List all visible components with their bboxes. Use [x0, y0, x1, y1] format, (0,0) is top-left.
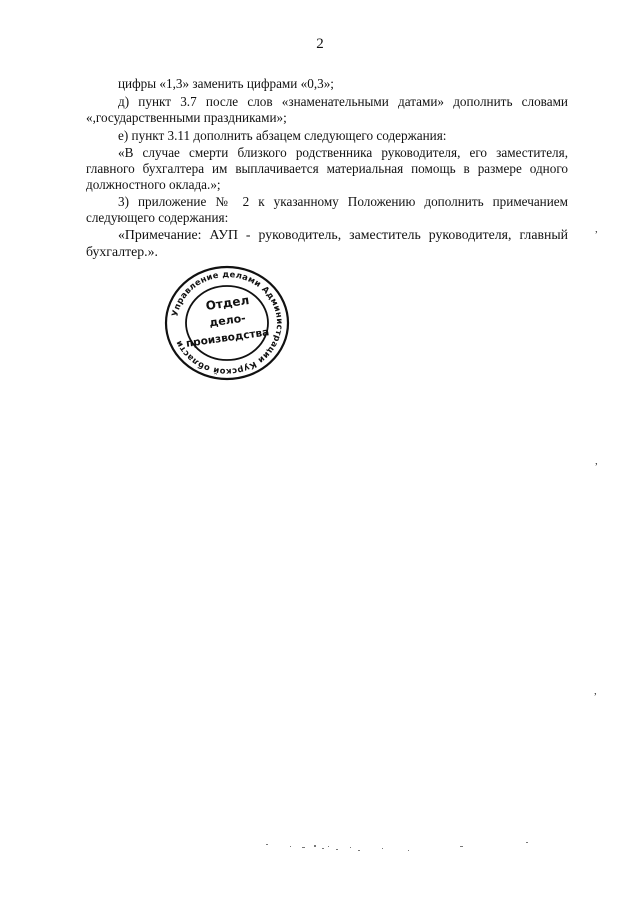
official-stamp — [162, 264, 292, 382]
quote-line3: должностного оклада.»; — [86, 177, 221, 192]
paragraph-digits-replace: цифры «1,3» заменить цифрами «0,3»; — [118, 76, 334, 91]
margin-tick-mark: , — [595, 455, 598, 467]
stamp-center-line1: Отдел — [204, 293, 251, 314]
paragraph-e: е) пункт 3.11 дополнить абзацем следующего содержания: — [118, 128, 447, 143]
margin-tick-mark: , — [594, 685, 597, 697]
stamp-center-line3: производства — [185, 326, 270, 350]
paragraph-d-line1: д) пункт 3.7 после слов «знаменательными датами» дополнить словами — [118, 94, 568, 109]
margin-tick-mark: , — [595, 223, 598, 235]
quote-line1: «В случае смерти близкого родственника руководителя, его заместителя, — [118, 145, 568, 160]
stamp-center-line2: дело- — [208, 311, 247, 330]
paragraph-3-line1: 3) приложение № 2 к указанному Положению дополнить примечанием — [118, 194, 568, 209]
scan-specks — [262, 838, 542, 858]
stamp-ring-text: Управление делами Администрации Курской области — [169, 268, 286, 378]
page-number: 2 — [316, 36, 324, 52]
note-line1: «Примечание: АУП - руководитель, заместитель руководителя, главный — [118, 227, 568, 242]
paragraph-d-line2: «,государственными праздниками»; — [86, 110, 287, 125]
quote-line2: главного бухгалтера им выплачивается материальная помощь в размере одного — [86, 161, 568, 176]
paragraph-3-line2: следующего содержания: — [86, 210, 229, 225]
note-line2: бухгалтер.». — [86, 244, 158, 259]
